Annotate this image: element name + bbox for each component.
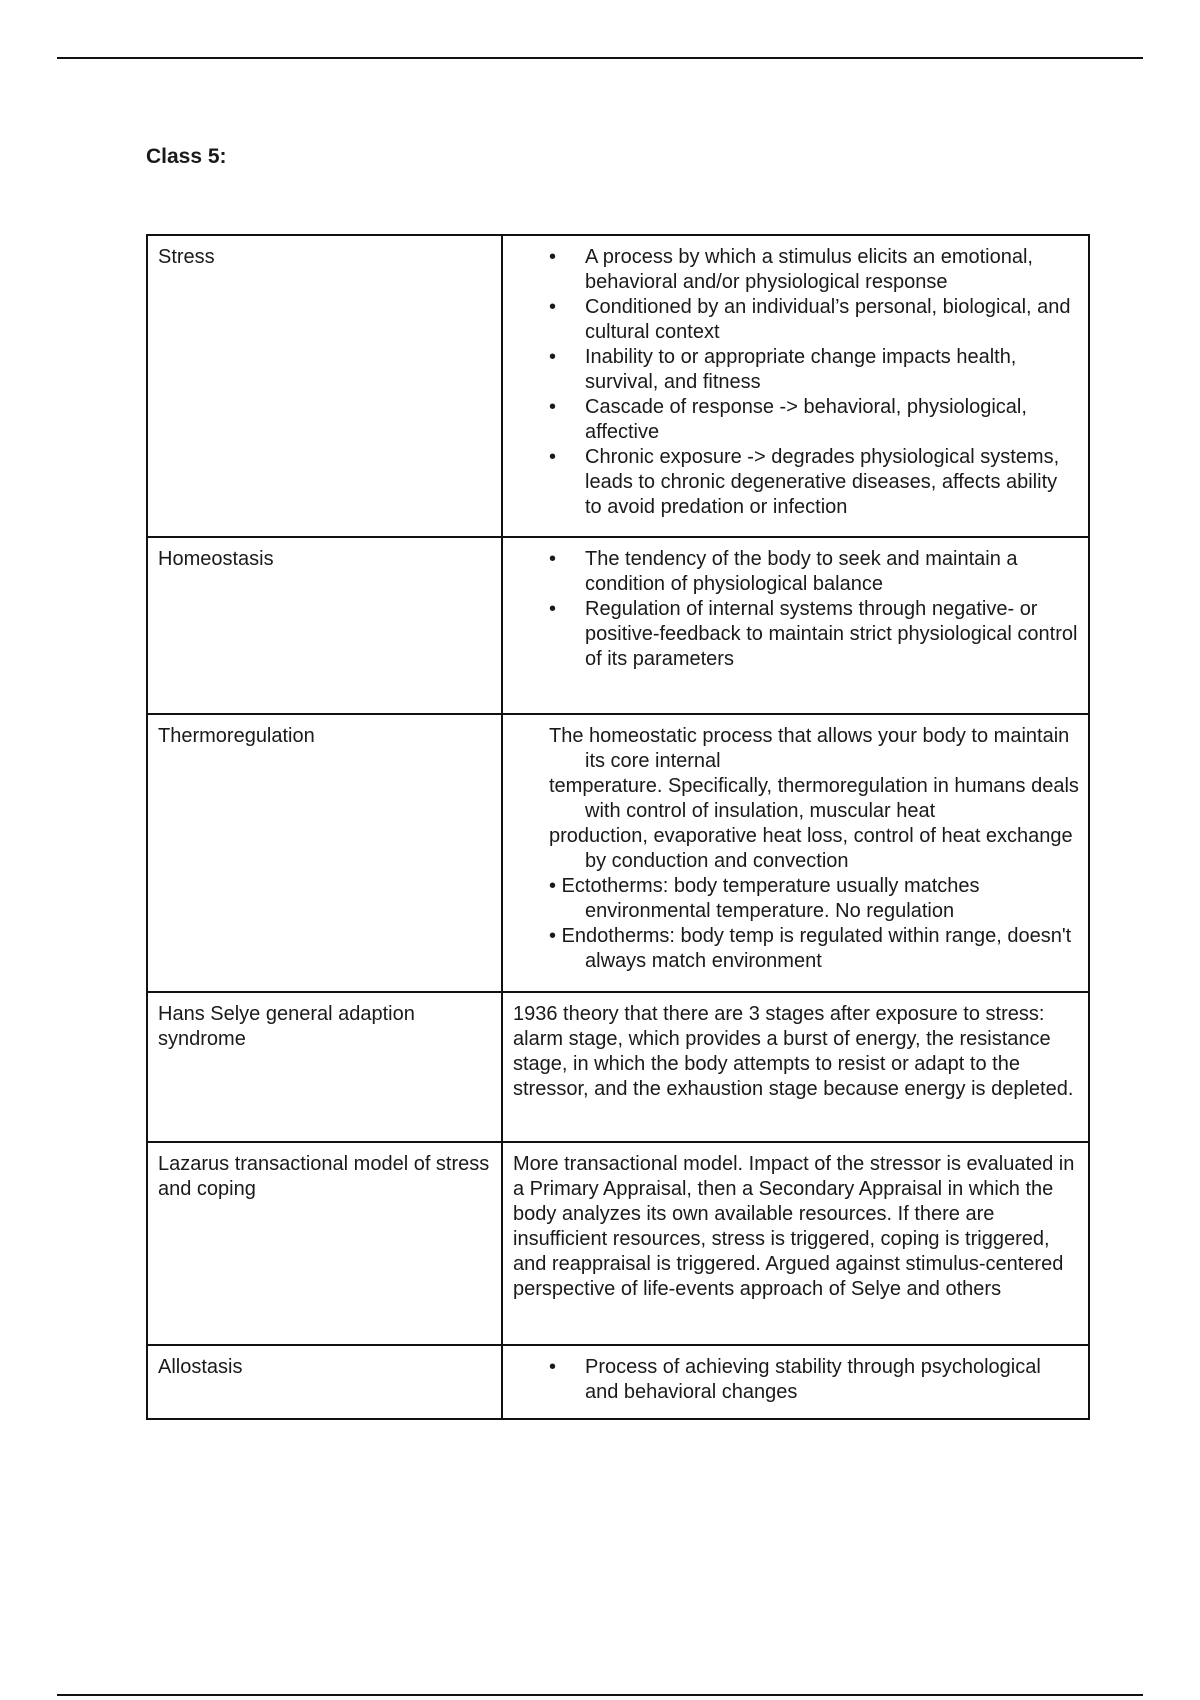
definition-cell (502, 992, 1089, 1142)
definition-cell (502, 537, 1089, 714)
term-cell: Allostasis (147, 1345, 502, 1419)
notes-table (146, 234, 1090, 1420)
list-item: • The tendency of the body to seek and maintain a condition of physiological balance (513, 547, 1079, 597)
definition-cell (502, 1142, 1089, 1345)
table-row-thermoregulation (147, 714, 1089, 992)
term-cell: Hans Selye general adaption syndrome (147, 992, 502, 1142)
list-item: • Chronic exposure -> degrades physiological systems, leads to chronic degenerative diseases, affects ability to avoid predation or infection (513, 445, 1079, 520)
list-item: • Inability to or appropriate change impacts health, survival, and fitness (513, 345, 1079, 395)
list-item: • Cascade of response -> behavioral, physiological, affective (513, 395, 1079, 445)
table-row-stress (147, 235, 1089, 537)
definition-paragraph: The homeostatic process that allows your body to maintain its core internal (549, 725, 1070, 772)
definition-cell (502, 714, 1089, 992)
list-item: • Endotherms: body temp is regulated within range, doesn't always match environment (549, 925, 1072, 972)
top-rule (57, 57, 1143, 59)
definition-list (513, 1355, 1079, 1405)
definition-paragraph: temperature. Specifically, thermoregulation in humans deals with control of insulation, muscular heat (549, 775, 1079, 822)
term-cell: Homeostasis (147, 537, 502, 714)
list-item: • Ectotherms: body temperature usually matches environmental temperature. No regulation (549, 875, 980, 922)
term-cell: Lazarus transactional model of stress and coping (147, 1142, 502, 1345)
page-heading: Class 5: (146, 145, 227, 168)
definition-paragraph: production, evaporative heat loss, control of heat exchange by conduction and convection (549, 825, 1073, 872)
definition-cell (502, 1345, 1089, 1419)
definition-cell (502, 235, 1089, 537)
term-cell: Thermoregulation (147, 714, 502, 992)
list-item: • A process by which a stimulus elicits an emotional, behavioral and/or physiological response (513, 245, 1079, 295)
definition-text (513, 724, 1079, 974)
list-item: • Process of achieving stability through psychological and behavioral changes (513, 1355, 1079, 1405)
list-item: • Conditioned by an individual’s personal, biological, and cultural context (513, 295, 1079, 345)
table-row-lazarus (147, 1142, 1089, 1345)
bottom-rule (57, 1694, 1143, 1696)
table-row-selye (147, 992, 1089, 1142)
definition-list (513, 245, 1079, 520)
list-item: • Regulation of internal systems through negative- or positive-feedback to maintain strict physiological control of its parameters (513, 597, 1079, 672)
definition-paragraph: More transactional model. Impact of the stressor is evaluated in a Primary Appraisal, then a Secondary Appraisal in which the body analyzes its own available resources. If there are insufficient resources, stress is triggered, coping is triggered, and reappraisal is triggered. Argued against stimulus-centered perspective of life-events approach of Selye and others (513, 1153, 1075, 1300)
definition-paragraph: 1936 theory that there are 3 stages after exposure to stress: alarm stage, which provides a burst of energy, the resistance stage, in which the body attempts to resist or adapt to the stressor, and the exhaustion stage because energy is depleted. (513, 1003, 1074, 1100)
table-row-allostasis (147, 1345, 1089, 1419)
table-row-homeostasis (147, 537, 1089, 714)
definition-list (513, 547, 1079, 672)
term-cell: Stress (147, 235, 502, 537)
